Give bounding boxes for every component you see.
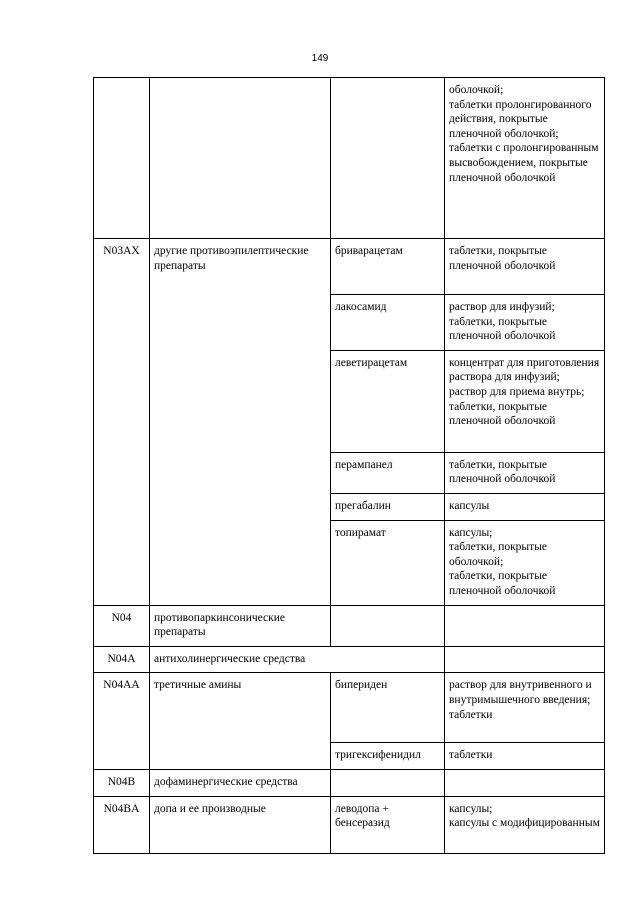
dosage-form-cell: концентрат для приготовления раствора для инфузий; раствор для приема внутрь; таблетки, покрытые пленочной оболочкой <box>445 350 605 452</box>
atc-code-cell: N04BA <box>94 796 150 853</box>
table-row <box>94 673 605 743</box>
drug-table <box>93 77 605 854</box>
drug-cell <box>331 78 445 239</box>
dosage-form-cell <box>445 646 605 673</box>
page-number: 149 <box>311 53 329 64</box>
atc-code-cell <box>94 78 150 239</box>
dosage-form-cell: таблетки <box>445 743 605 770</box>
table-row <box>94 78 605 239</box>
table-row <box>94 605 605 646</box>
drug-cell: прегабалин <box>331 493 445 520</box>
dosage-form-cell <box>445 769 605 796</box>
atc-code-cell: N04A <box>94 646 150 673</box>
group-cell: дофаминергические средства <box>150 769 331 796</box>
atc-code-cell: N04 <box>94 605 150 646</box>
atc-code-cell: N03AX <box>94 239 150 606</box>
drug-cell: бриварацетам <box>331 239 445 295</box>
group-cell: другие противоэпилептические препараты <box>150 239 331 606</box>
group-cell: допа и ее производные <box>150 796 331 853</box>
dosage-form-cell: капсулы; капсулы с модифицированным <box>445 796 605 853</box>
dosage-form-cell: таблетки, покрытые пленочной оболочкой <box>445 452 605 493</box>
table-row <box>94 796 605 853</box>
drug-cell: тригексифенидил <box>331 743 445 770</box>
drug-cell: перампанел <box>331 452 445 493</box>
dosage-form-cell <box>445 605 605 646</box>
dosage-form-cell: капсулы <box>445 493 605 520</box>
table-row <box>94 646 605 673</box>
group-cell: третичные амины <box>150 673 331 770</box>
atc-code-cell: N04AA <box>94 673 150 770</box>
group-cell: противопаркинсонические препараты <box>150 605 331 646</box>
drug-cell: бипериден <box>331 673 445 743</box>
dosage-form-cell: раствор для внутривенного и внутримышечного введения; таблетки <box>445 673 605 743</box>
group-cell <box>150 78 331 239</box>
drug-cell <box>331 769 445 796</box>
drug-cell: леветирацетам <box>331 350 445 452</box>
drug-cell <box>331 605 445 646</box>
atc-code-cell: N04B <box>94 769 150 796</box>
table-row <box>94 239 605 295</box>
dosage-form-cell: капсулы; таблетки, покрытые оболочкой; таблетки, покрытые пленочной оболочкой <box>445 520 605 605</box>
dosage-form-cell: таблетки, покрытые пленочной оболочкой <box>445 239 605 295</box>
table-row <box>94 769 605 796</box>
dosage-form-cell: оболочкой; таблетки пролонгированного действия, покрытые пленочной оболочкой; таблетки с пролонгированным высвобождением, покрытые пленочной оболочкой <box>445 78 605 239</box>
drug-cell: леводопа + бенсеразид <box>331 796 445 853</box>
drug-cell: лакосамид <box>331 295 445 351</box>
drug-cell: топирамат <box>331 520 445 605</box>
group-cell: антихолинергические средства <box>150 646 445 673</box>
dosage-form-cell: раствор для инфузий; таблетки, покрытые пленочной оболочкой <box>445 295 605 351</box>
